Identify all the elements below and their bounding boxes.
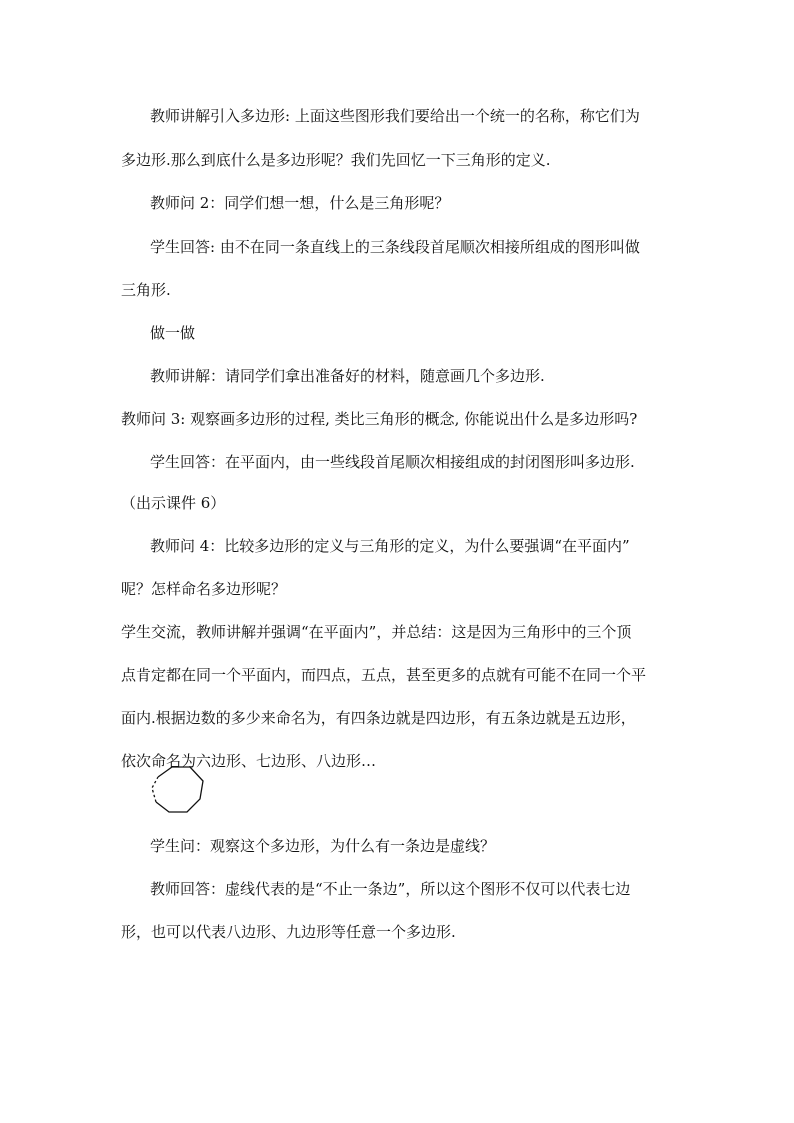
paragraph-teacher-question-4-line-2: 呢？怎样命名多边形呢？	[121, 580, 287, 598]
paragraph-student-question: 学生问：观察这个多边形，为什么有一条边是虚线？	[150, 837, 496, 855]
heptagon-solid-edges	[156, 767, 203, 812]
paragraph-teacher-question-4-line-1: 教师问 4：比较多边形的定义与三角形的定义，为什么要强调“在平面内”	[150, 537, 630, 555]
heptagon-dashed-figure	[147, 764, 209, 826]
paragraph-summary-line-1: 学生交流，教师讲解并强调“在平面内”，并总结：这是因为三角形中的三个顶	[121, 623, 632, 641]
paragraph-teacher-intro-line-1: 教师讲解引入多边形: 上面这些图形我们要给出一个统一的名称，称它们为	[150, 107, 640, 125]
paragraph-teacher-question-2: 教师问 2：同学们想一想，什么是三角形呢？	[150, 194, 450, 212]
paragraph-summary-line-3: 面内.根据边数的多少来命名为，有四条边就是四边形，有五条边就是五边形，	[121, 709, 636, 727]
paragraph-student-answer-1-line-2: 三角形.	[121, 281, 171, 299]
paragraph-teacher-instruction: 教师讲解：请同学们拿出准备好的材料，随意画几个多边形.	[150, 367, 545, 385]
paragraph-teacher-question-3: 教师问 3: 观察画多边形的过程, 类比三角形的概念, 你能说出什么是多边形吗?	[121, 410, 638, 428]
paragraph-teacher-intro-line-2: 多边形.那么到底什么是多边形呢？我们先回忆一下三角形的定义.	[121, 151, 551, 169]
section-heading-activity: 做一做	[150, 324, 196, 342]
paragraph-student-answer-2: 学生回答：在平面内，由一些线段首尾顺次相接组成的封闭图形叫多边形.	[150, 453, 635, 471]
paragraph-teacher-answer-line-2: 形，也可以代表八边形、九边形等任意一个多边形.	[121, 923, 456, 941]
courseware-note: （出示课件 6）	[121, 494, 226, 512]
heptagon-dashed-edge	[152, 777, 158, 802]
paragraph-summary-line-2: 点肯定都在同一个平面内，而四点，五点，甚至更多的点就有可能不在同一个平	[121, 666, 647, 684]
paragraph-summary-line-4: 依次命名为六边形、七边形、八边形…	[121, 752, 377, 770]
paragraph-teacher-answer-line-1: 教师回答：虚线代表的是“不止一条边”，所以这个图形不仅可以代表七边	[150, 880, 631, 898]
paragraph-student-answer-1-line-1: 学生回答: 由不在同一条直线上的三条线段首尾顺次相接所组成的图形叫做	[150, 238, 640, 256]
